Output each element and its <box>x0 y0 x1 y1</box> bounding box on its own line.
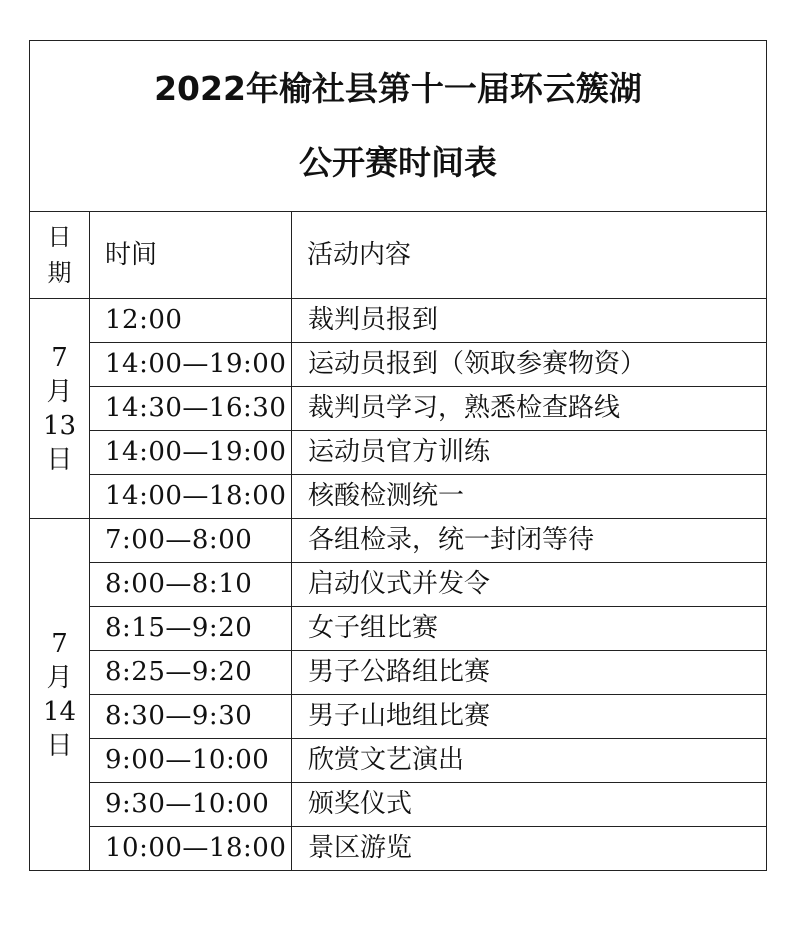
title-line-1: 2022年榆社县第十一届环云簇湖 <box>154 68 642 108</box>
table-row <box>30 783 767 827</box>
activity-cell: 男子公路组比赛 <box>292 651 767 695</box>
table-row <box>30 343 767 387</box>
activity-cell: 景区游览 <box>292 827 767 871</box>
schedule-table <box>29 40 767 871</box>
table-row <box>30 695 767 739</box>
activity-cell: 颁奖仪式 <box>292 783 767 827</box>
time-cell: 14:30—16:30 <box>90 387 292 431</box>
activity-cell: 各组检录，统一封闭等待 <box>292 519 767 563</box>
date-char: 日 <box>46 730 73 761</box>
date-char: 月 <box>46 662 73 693</box>
title-line-2: 公开赛时间表 <box>299 143 497 182</box>
header-date-char: 日 <box>47 223 72 251</box>
table-row <box>30 299 767 343</box>
time-cell: 9:30—10:00 <box>90 783 292 827</box>
time-cell: 14:00—19:00 <box>90 343 292 387</box>
activity-cell: 裁判员报到 <box>292 299 767 343</box>
activity-cell: 运动员官方训练 <box>292 431 767 475</box>
activity-cell: 女子组比赛 <box>292 607 767 651</box>
time-cell: 12:00 <box>90 299 292 343</box>
activity-cell: 欣赏文艺演出 <box>292 739 767 783</box>
time-cell: 9:00—10:00 <box>90 739 292 783</box>
table-row <box>30 607 767 651</box>
document-title <box>30 41 767 212</box>
schedule-document <box>29 40 766 871</box>
date-char: 13 <box>42 410 77 441</box>
activity-cell: 运动员报到（领取参赛物资） <box>292 343 767 387</box>
activity-cell: 核酸检测统一 <box>292 475 767 519</box>
time-cell: 14:00—18:00 <box>90 475 292 519</box>
table-row <box>30 651 767 695</box>
header-row <box>30 212 767 299</box>
activity-cell: 裁判员学习，熟悉检查路线 <box>292 387 767 431</box>
date-cell <box>30 519 90 871</box>
date-char: 7 <box>51 628 68 659</box>
time-cell: 14:00—19:00 <box>90 431 292 475</box>
time-cell: 8:30—9:30 <box>90 695 292 739</box>
table-row <box>30 827 767 871</box>
header-date-char: 期 <box>47 259 72 287</box>
date-char: 日 <box>46 444 73 475</box>
table-row <box>30 387 767 431</box>
date-cell <box>30 299 90 519</box>
date-char: 14 <box>42 696 77 727</box>
table-row <box>30 519 767 563</box>
table-row <box>30 431 767 475</box>
table-row <box>30 563 767 607</box>
time-cell: 8:15—9:20 <box>90 607 292 651</box>
date-char: 月 <box>46 376 73 407</box>
table-row <box>30 475 767 519</box>
header-activity: 活动内容 <box>292 212 767 299</box>
table-row <box>30 739 767 783</box>
date-char: 7 <box>51 342 68 373</box>
time-cell: 10:00—18:00 <box>90 827 292 871</box>
time-cell: 7:00—8:00 <box>90 519 292 563</box>
time-cell: 8:25—9:20 <box>90 651 292 695</box>
header-date <box>30 212 90 299</box>
time-cell: 8:00—8:10 <box>90 563 292 607</box>
header-time: 时间 <box>90 212 292 299</box>
activity-cell: 启动仪式并发令 <box>292 563 767 607</box>
activity-cell: 男子山地组比赛 <box>292 695 767 739</box>
